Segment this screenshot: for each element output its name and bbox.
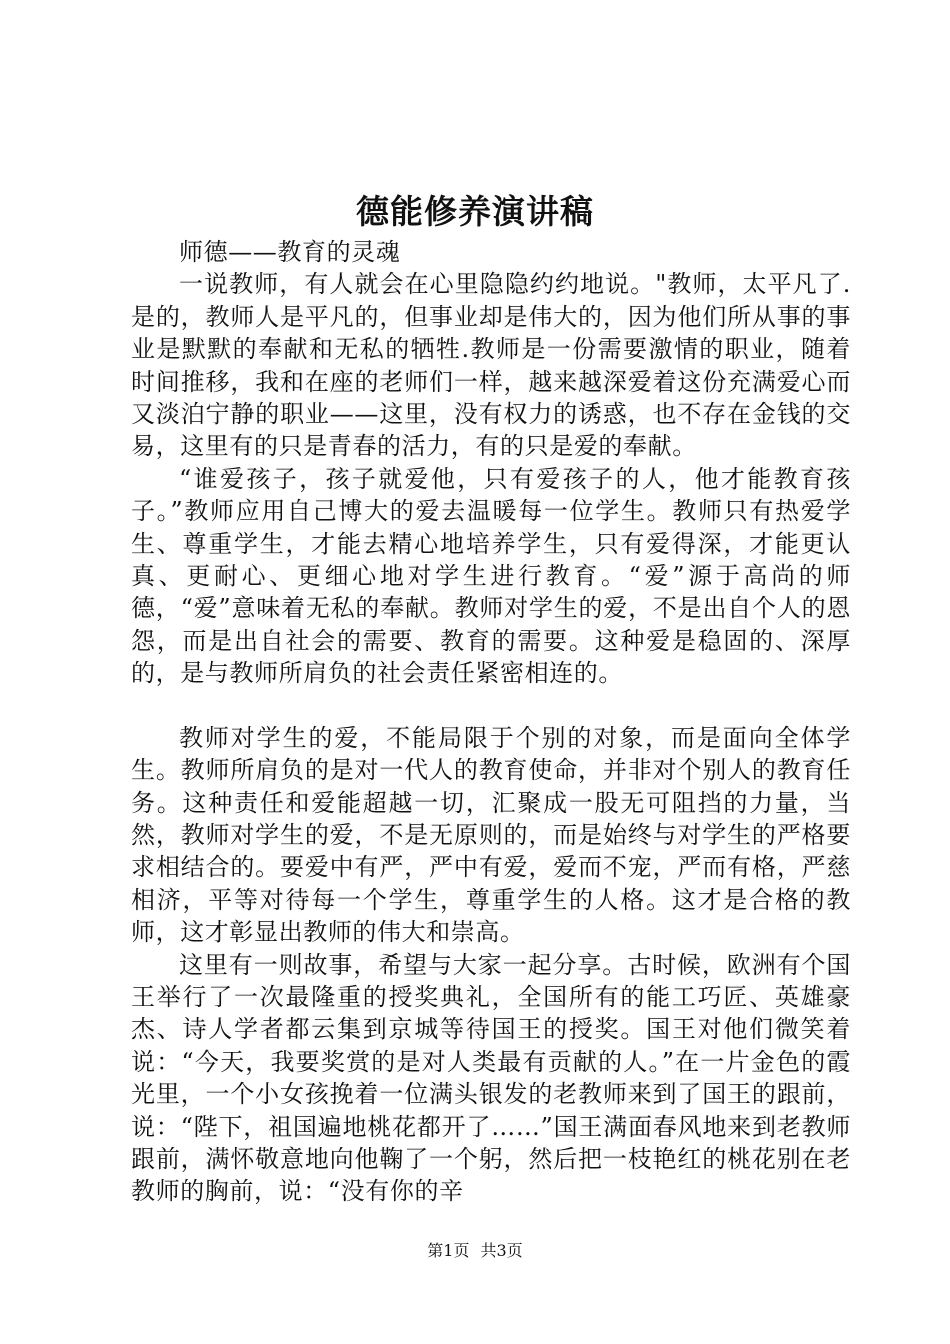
paragraph: 教师对学生的爱，不能局限于个别的对象，而是面向全体学生。教师所肩负的是对一代人的教育使命，并非对个别人的教育任务。这种责任和爱能超越一切，汇聚成一股无可阻挡的力量，当然，教师对学生的爱，不是无原则的，而是始终与对学生的严格要求相结合的。要爱中有严，严中有爱，爱而不宠，严而有格，严慈相济，平等对待每一个学生，尊重学生的人格。这才是合格的教师，这才彰显出教师的伟大和崇高。 xyxy=(131,723,851,947)
paragraph-subtitle: 师德——教育的灵魂 xyxy=(179,238,401,266)
document-title: 德能修养演讲稿 xyxy=(356,192,594,231)
paragraph: “谁爱孩子，孩子就爱他，只有爱孩子的人，他才能教育孩子。”教师应用自己博大的爱去温暖每一位学生。教师只有热爱学生、尊重学生，才能去精心地培养学生，只有爱得深，才能更认真、更耐心、更细心地对学生进行教育。“爱”源于高尚的师德，“爱”意味着无私的奉献。教师对学生的爱，不是出自个人的恩怨，而是出自社会的需要、教育的需要。这种爱是稳固的、深厚的，是与教师所肩负的社会责任紧密相连的。 xyxy=(131,464,851,688)
document-body xyxy=(131,236,851,1208)
paragraph: 一说教师，有人就会在心里隐隐约约地说。"教师，太平凡了.是的，教师人是平凡的，但事业却是伟大的，因为他们所从事的事业是默默的奉献和无私的牺牲.教师是一份需要激情的职业，随着时间推移，我和在座的老师们一样，越来越深爱着这份充满爱心而又淡泊宁静的职业——这里，没有权力的诱惑，也不存在金钱的交易，这里有的只是青春的活力，有的只是爱的奉献。 xyxy=(131,270,851,461)
paragraph: 这里有一则故事，希望与大家一起分享。古时候，欧洲有个国王举行了一次最隆重的授奖典礼，全国所有的能工巧匠、英雄豪杰、诗人学者都云集到京城等待国王的授奖。国王对他们微笑着说：“今天，我要奖赏的是对人类最有贡献的人。”在一片金色的霞光里，一个小女孩挽着一位满头银发的老教师来到了国王的跟前，说：“陛下，祖国遍地桃花都开了……”国王满面春风地来到老教师跟前，满怀敬意地向他鞠了一个躬，然后把一枝艳红的桃花别在老教师的胸前，说：“没有你的辛 xyxy=(131,950,851,1206)
page-total: 共3页 xyxy=(480,1241,523,1260)
page-number: 第1页 xyxy=(427,1241,470,1260)
page-footer xyxy=(0,1238,950,1261)
